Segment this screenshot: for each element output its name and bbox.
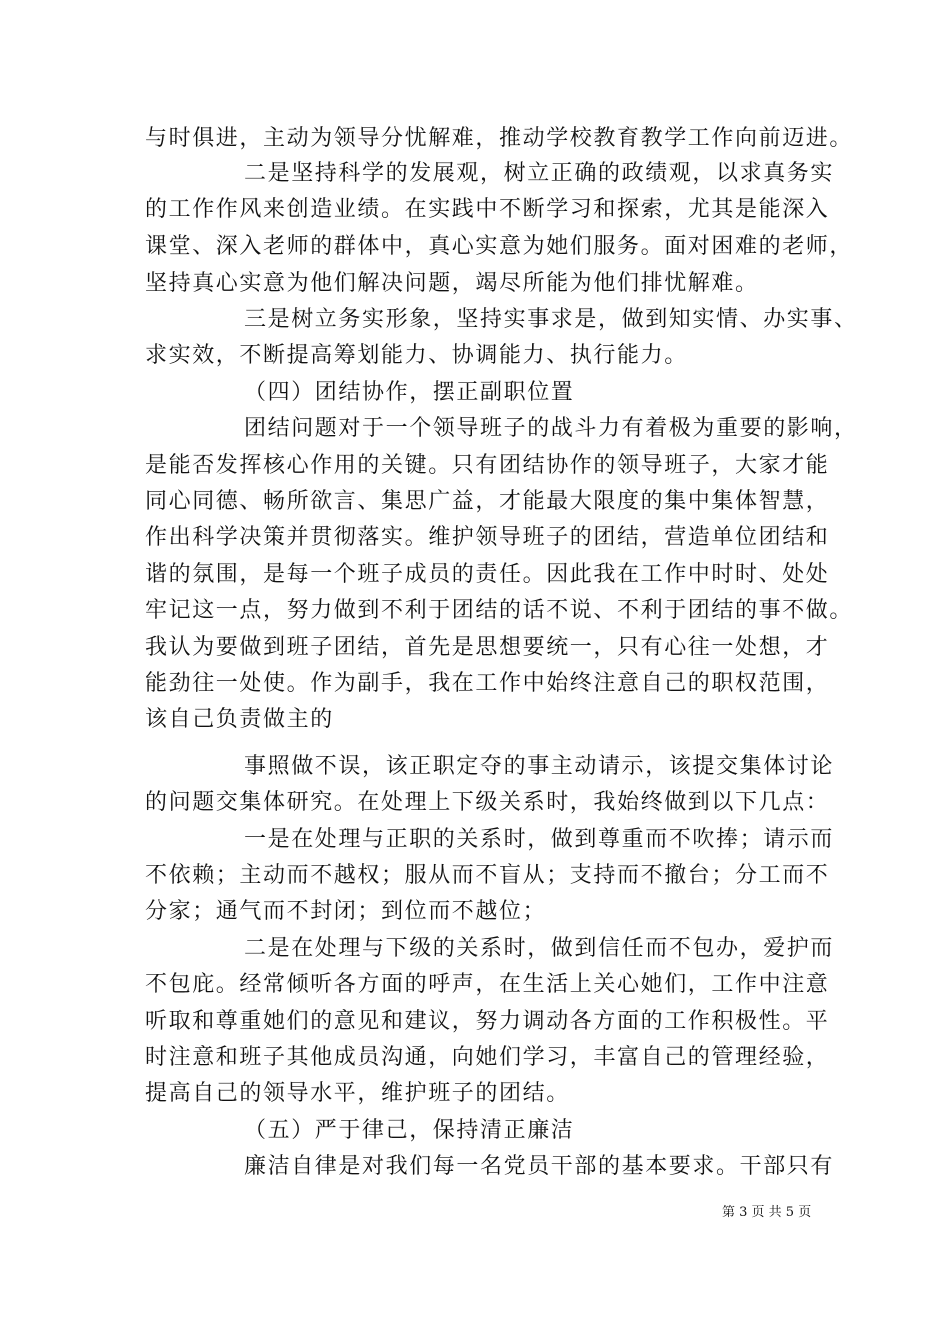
text-line: 的工作作风来创造业绩。在实践中不断学习和探索，尤其是能深入 bbox=[145, 197, 830, 222]
text-line: 二是坚持科学的发展观，树立正确的政绩观，以求真务实 bbox=[244, 161, 835, 186]
text-line: 时注意和班子其他成员沟通，向她们学习，丰富自己的管理经验， bbox=[145, 1045, 830, 1070]
text-line: 谐的氛围，是每一个班子成员的责任。因此我在工作中时时、处处 bbox=[145, 562, 830, 587]
text-line: 廉洁自律是对我们每一名党员干部的基本要求。干部只有 bbox=[244, 1154, 835, 1179]
page-number: 第 3 页 共 5 页 bbox=[722, 1205, 812, 1220]
section-heading: （五）严于律己，保持清正廉洁 bbox=[244, 1118, 575, 1143]
text-line: 牢记这一点，努力做到不利于团结的话不说、不利于团结的事不做。 bbox=[145, 598, 854, 623]
text-line: 提高自己的领导水平，维护班子的团结。 bbox=[145, 1081, 570, 1106]
text-line: 课堂、深入老师的群体中，真心实意为她们服务。面对困难的老师， bbox=[145, 234, 854, 259]
text-line: 作出科学决策并贯彻落实。维护领导班子的团结，营造单位团结和 bbox=[145, 525, 830, 550]
text-line: 不包庇。经常倾听各方面的呼声，在生活上关心她们，工作中注意 bbox=[145, 972, 830, 997]
text-line: 坚持真心实意为他们解决问题，竭尽所能为他们排忧解难。 bbox=[145, 271, 759, 296]
text-line: 团结问题对于一个领导班子的战斗力有着极为重要的影响， bbox=[244, 416, 858, 441]
text-line: 该自己负责做主的 bbox=[145, 707, 334, 732]
text-line: 听取和尊重她们的意见和建议，努力调动各方面的工作积极性。平 bbox=[145, 1009, 830, 1034]
text-line: 分家；通气而不封闭；到位而不越位； bbox=[145, 899, 547, 924]
text-line: 能劲往一处使。作为副手，我在工作中始终注意自己的职权范围， bbox=[145, 671, 830, 696]
text-line: 不依赖；主动而不越权；服从而不盲从；支持而不撤台；分工而不 bbox=[145, 863, 830, 888]
text-line: 与时俱进，主动为领导分忧解难，推动学校教育教学工作向前迈进。 bbox=[145, 126, 854, 151]
text-line: 是能否发挥核心作用的关键。只有团结协作的领导班子，大家才能 bbox=[145, 453, 830, 478]
text-line: 三是树立务实形象，坚持实事求是，做到知实情、办实事、 bbox=[244, 307, 858, 332]
text-line: 同心同德、畅所欲言、集思广益，才能最大限度的集中集体智慧， bbox=[145, 489, 830, 514]
text-line: 的问题交集体研究。在处理上下级关系时，我始终做到以下几点： bbox=[145, 790, 830, 815]
text-line: 一是在处理与正职的关系时，做到尊重而不吹捧；请示而 bbox=[244, 827, 835, 852]
text-line: 二是在处理与下级的关系时，做到信任而不包办，爱护而 bbox=[244, 936, 835, 961]
section-heading: （四）团结协作，摆正副职位置 bbox=[244, 380, 575, 405]
text-line: 事照做不误，该正职定夺的事主动请示，该提交集体讨论 bbox=[244, 754, 835, 779]
text-line: 求实效，不断提高筹划能力、协调能力、执行能力。 bbox=[145, 343, 688, 368]
text-line: 我认为要做到班子团结，首先是思想要统一，只有心往一处想，才 bbox=[145, 635, 830, 660]
